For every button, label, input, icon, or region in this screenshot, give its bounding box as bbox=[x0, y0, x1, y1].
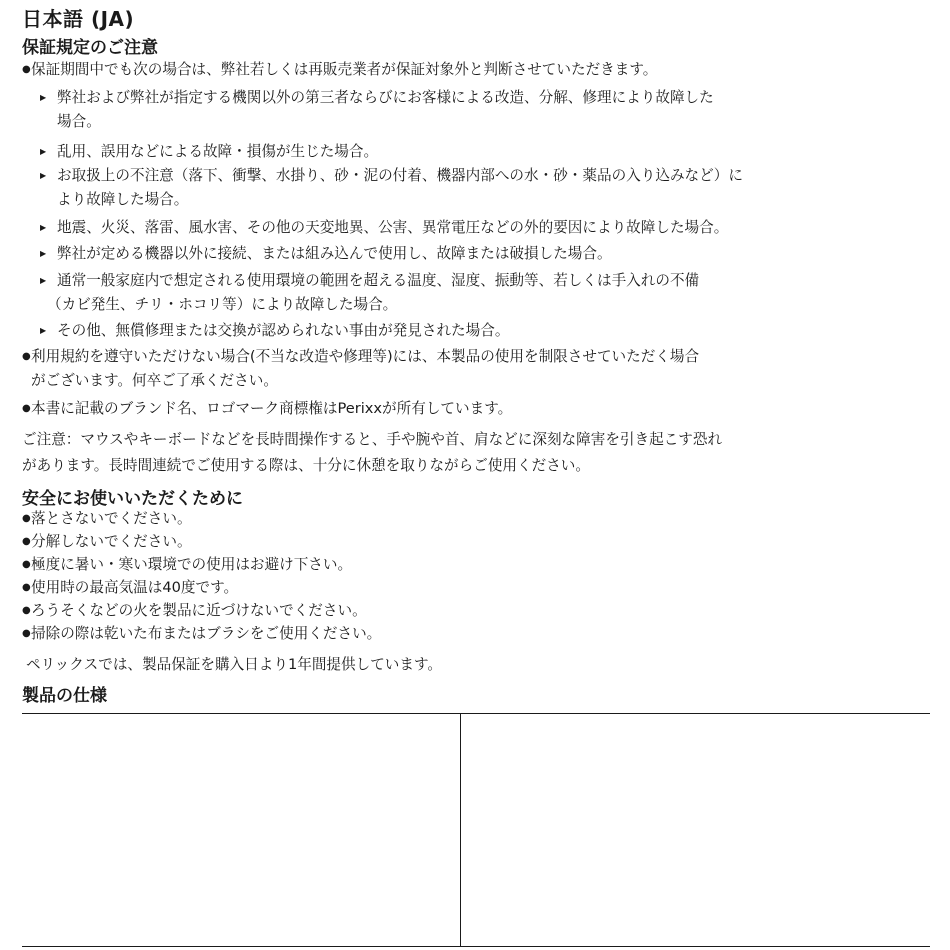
bullet-icon: ● bbox=[22, 605, 31, 616]
warranty-item-continued: 場合。 bbox=[57, 113, 101, 130]
bullet-icon: ● bbox=[22, 582, 31, 593]
triangle-bullet-icon: ▶ bbox=[40, 171, 47, 180]
warranty-item: ▶ 弊社が定める機器以外に接続、または組み込んで使用し、故障または破損した場合。 bbox=[40, 245, 612, 262]
warranty-item-continued: より故障した場合。 bbox=[57, 191, 189, 208]
warranty-item-continued: （カビ発生、チリ・ホコリ等）により故障した場合。 bbox=[47, 296, 398, 313]
bullet-icon: ● bbox=[22, 559, 31, 570]
warranty-item: ▶ その他、無償修理または交換が認められない事由が発見された場合。 bbox=[40, 322, 510, 339]
safety-item: ●極度に暑い・寒い環境での使用はお避け下さい。 bbox=[22, 556, 353, 573]
warranty-item: ▶ 弊社および弊社が指定する機関以外の第三者ならびにお客様による改造、分解、修理により故障した bbox=[40, 89, 714, 106]
warranty-intro: ●保証期間中でも次の場合は、弊社若しくは再販売業者が保証対象外と判断させていただきます。 bbox=[22, 61, 658, 78]
warranty-heading: 保証規定のご注意 bbox=[22, 38, 158, 58]
safety-heading: 安全にお使いいただくために bbox=[22, 489, 243, 509]
bullet-icon: ● bbox=[22, 628, 31, 639]
triangle-bullet-icon: ▶ bbox=[40, 93, 47, 102]
caution-paragraph-continued: があります。長時間連続でご使用する際は、十分に休憩を取りながらご使用ください。 bbox=[22, 457, 590, 474]
warranty-item: ▶ 乱用、誤用などによる故障・損傷が生じた場合。 bbox=[40, 143, 379, 160]
warranty-item: ▶ 地震、火災、落雷、風水害、その他の天変地異、公害、異常電圧などの外的要因により故障した場合。 bbox=[40, 219, 729, 236]
safety-item: ●落とさないでください。 bbox=[22, 510, 192, 527]
triangle-bullet-icon: ▶ bbox=[40, 249, 47, 258]
triangle-bullet-icon: ▶ bbox=[40, 326, 47, 335]
safety-item: ●掃除の際は乾いた布またはブラシをご使用ください。 bbox=[22, 625, 382, 642]
safety-item: ●使用時の最高気温は40度です。 bbox=[22, 579, 239, 596]
safety-item: ●分解しないでください。 bbox=[22, 533, 192, 550]
bullet-icon: ● bbox=[22, 403, 31, 414]
bullet-icon: ● bbox=[22, 351, 31, 362]
bullet-icon: ● bbox=[22, 513, 31, 524]
terms-paragraph-continued: がございます。何卒ご了承ください。 bbox=[31, 372, 278, 389]
terms-paragraph: ●利用規約を遵守いただけない場合(不当な改造や修理等)には、本製品の使用を制限させていただく場合 bbox=[22, 348, 700, 365]
triangle-bullet-icon: ▶ bbox=[40, 276, 47, 285]
bullet-icon: ● bbox=[22, 536, 31, 547]
caution-paragraph: ご注意：マウスやキーボードなどを長時間操作すると、手や腕や首、肩などに深刻な障害を引き起こす恐れ bbox=[22, 431, 723, 448]
triangle-bullet-icon: ▶ bbox=[40, 223, 47, 232]
specs-table bbox=[22, 713, 930, 947]
warranty-item: ▶ お取扱上の不注意（落下、衝撃、水掛り、砂・泥の付着、機器内部への水・砂・薬品の入り込みなど）に bbox=[40, 167, 743, 184]
warranty-period-notice: ペリックスでは、製品保証を購入日より1年間提供しています。 bbox=[26, 656, 443, 673]
trademark-notice: ●本書に記載のブランド名、ロゴマーク商標権はPerixxが所有しています。 bbox=[22, 400, 513, 417]
language-title: 日本語 (JA) bbox=[22, 7, 135, 31]
triangle-bullet-icon: ▶ bbox=[40, 147, 47, 156]
warranty-item: ▶ 通常一般家庭内で想定される使用環境の範囲を超える温度、湿度、振動等、若しくは手入れの不備 bbox=[40, 272, 700, 289]
bullet-icon: ● bbox=[22, 64, 31, 75]
specs-table-divider bbox=[460, 714, 461, 946]
specs-heading: 製品の仕様 bbox=[22, 686, 107, 706]
safety-item: ●ろうそくなどの火を製品に近づけないでください。 bbox=[22, 602, 367, 619]
